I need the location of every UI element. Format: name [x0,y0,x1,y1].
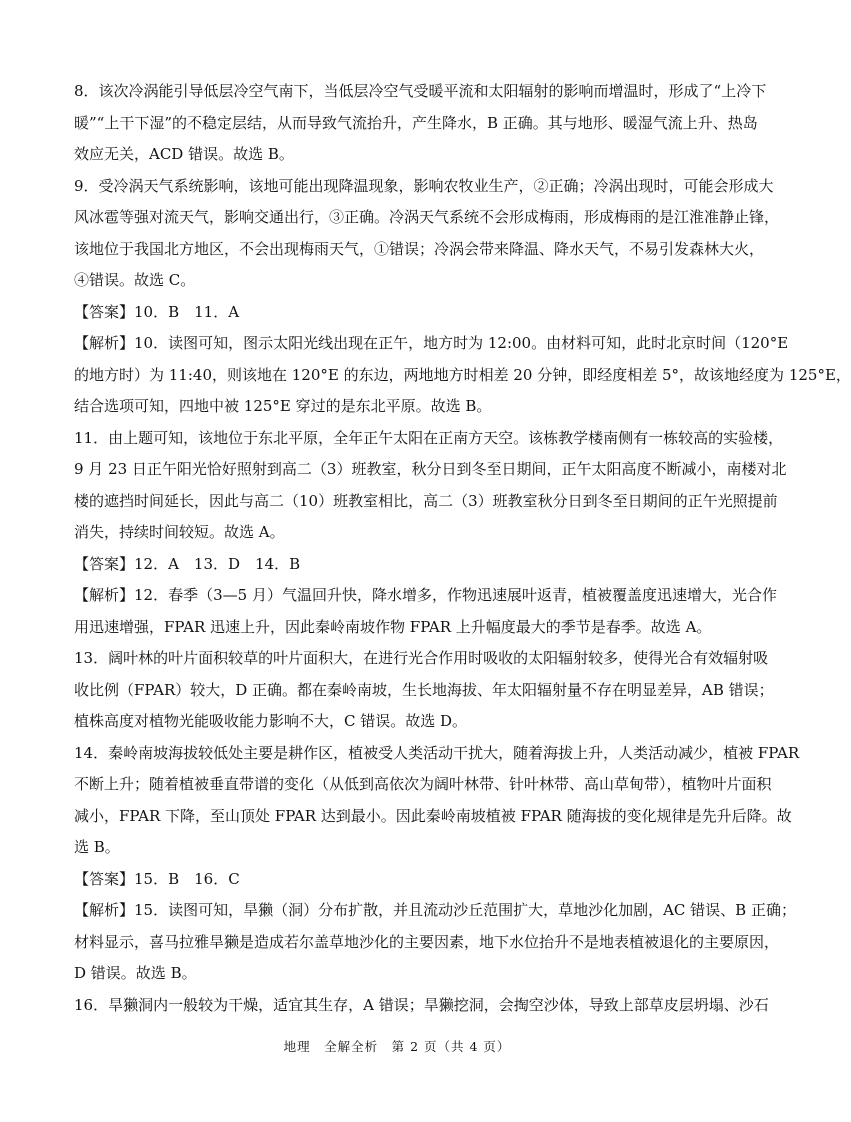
text-line: 16．旱獭洞内一般较为干燥，适宜其生存，A 错误；旱獭挖洞，会掏空沙体，导致上部草皮层坍塌、沙石 [74,995,769,1014]
text-line: 【答案】12．A 13．D 14．B [74,554,301,573]
text-line: 9．受冷涡天气系统影响，该地可能出现降温现象，影响农牧业生产，②正确；冷涡出现时，可能会形成大 [74,176,774,195]
text-line: 选 B。 [74,838,120,856]
text-line: 【答案】15．B 16．C [74,869,240,888]
text-line: 【解析】10．读图可知，图示太阳光线出现在正午，地方时为 12:00。由材料可知，此时北京时间（120°E [74,334,789,352]
text-line: 暖”“上干下湿”的不稳定层结，从而导致气流抬升，产生降水，B 正确。其与地形、暖湿气流上升、热岛 [74,113,758,132]
text-line: 【答案】10．B 11．A [74,302,240,321]
page-footer: 地理 全解全析 第 2 页（共 4 页） [283,1039,511,1054]
text-line: 【解析】12．春季（3—5 月）气温回升快，降水增多，作物迅速展叶返青，植被覆盖度迅速增大，光合作 [74,586,777,604]
text-line: 减小，FPAR 下降，至山顶处 FPAR 达到最小。因此秦岭南坡植被 FPAR 随海拔的变化规律是先升后降。故 [74,806,792,825]
text-line: 植株高度对植物光能吸收能力影响不大，C 错误。故选 D。 [74,712,468,730]
text-line: 消失，持续时间较短。故选 A。 [74,523,285,541]
text-line: 11．由上题可知，该地位于东北平原，全年正午太阳在正南方天空。该栋教学楼南侧有一栋较高的实验楼， [74,428,784,447]
text-line: 收比例（FPAR）较大，D 正确。都在秦岭南坡，生长地海拔、年太阳辐射量不存在明显差异，AB 错误； [74,680,774,699]
text-line: 用迅速增强，FPAR 迅速上升，因此秦岭南坡作物 FPAR 上升幅度最大的季节是春季。故选 A。 [74,617,712,636]
text-line: 该地位于我国北方地区，不会出现梅雨天气，①错误；冷涡会带来降温、降水天气，不易引发森林大火， [74,239,765,258]
answer-explanation-body [74,76,851,1021]
text-line: 9 月 23 日正午阳光恰好照射到高二（3）班教室，秋分日到冬至日期间，正午太阳高度不断减小，南楼对北 [74,460,787,478]
text-line: 楼的遮挡时间延长，因此与高二（10）班教室相比，高二（3）班教室秋分日到冬至日期间的正午光照提前 [74,491,778,510]
text-line: 材料显示，喜马拉雅旱獭是造成若尔盖草地沙化的主要因素，地下水位抬升不是地表植被退化的主要原因， [74,932,780,951]
text-line: 结合选项可知，四地中被 125°E 穿过的是东北平原。故选 B。 [74,397,492,415]
text-line: 【解析】15．读图可知，旱獭（洞）分布扩散，并且流动沙丘范围扩大，草地沙化加剧，AC 错误、B 正确； [74,901,796,919]
text-line: 效应无关，ACD 错误。故选 B。 [74,145,294,163]
text-line: ④错误。故选 C。 [74,271,196,289]
text-line: 14．秦岭南坡海拔较低处主要是耕作区，植被受人类活动干扰大，随着海拔上升，人类活动减少，植被 FPAR [74,743,800,762]
text-line: 8．该次冷涡能引导低层冷空气南下，当低层冷空气受暖平流和太阳辐射的影响而增温时，形成了“上冷下 [74,82,767,100]
text-line: 不断上升；随着植被垂直带谱的变化（从低到高依次为阔叶林带、针叶林带、高山草甸带），植物叶片面积 [74,775,772,793]
text-line: 的地方时）为 11:40，则该地在 120°E 的东边，两地地方时相差 20 分钟，即经度相差 5°，故该地经度为 125°E， [74,365,851,384]
text-line: 13．阔叶林的叶片面积较草的叶片面积大，在进行光合作用时吸收的太阳辐射较多，使得光合有效辐射吸 [74,649,769,667]
text-line: D 错误。故选 B。 [74,964,197,982]
text-line: 风冰雹等强对流天气，影响交通出行，③正确。冷涡天气系统不会形成梅雨，形成梅雨的是江淮准静止锋， [74,208,780,226]
